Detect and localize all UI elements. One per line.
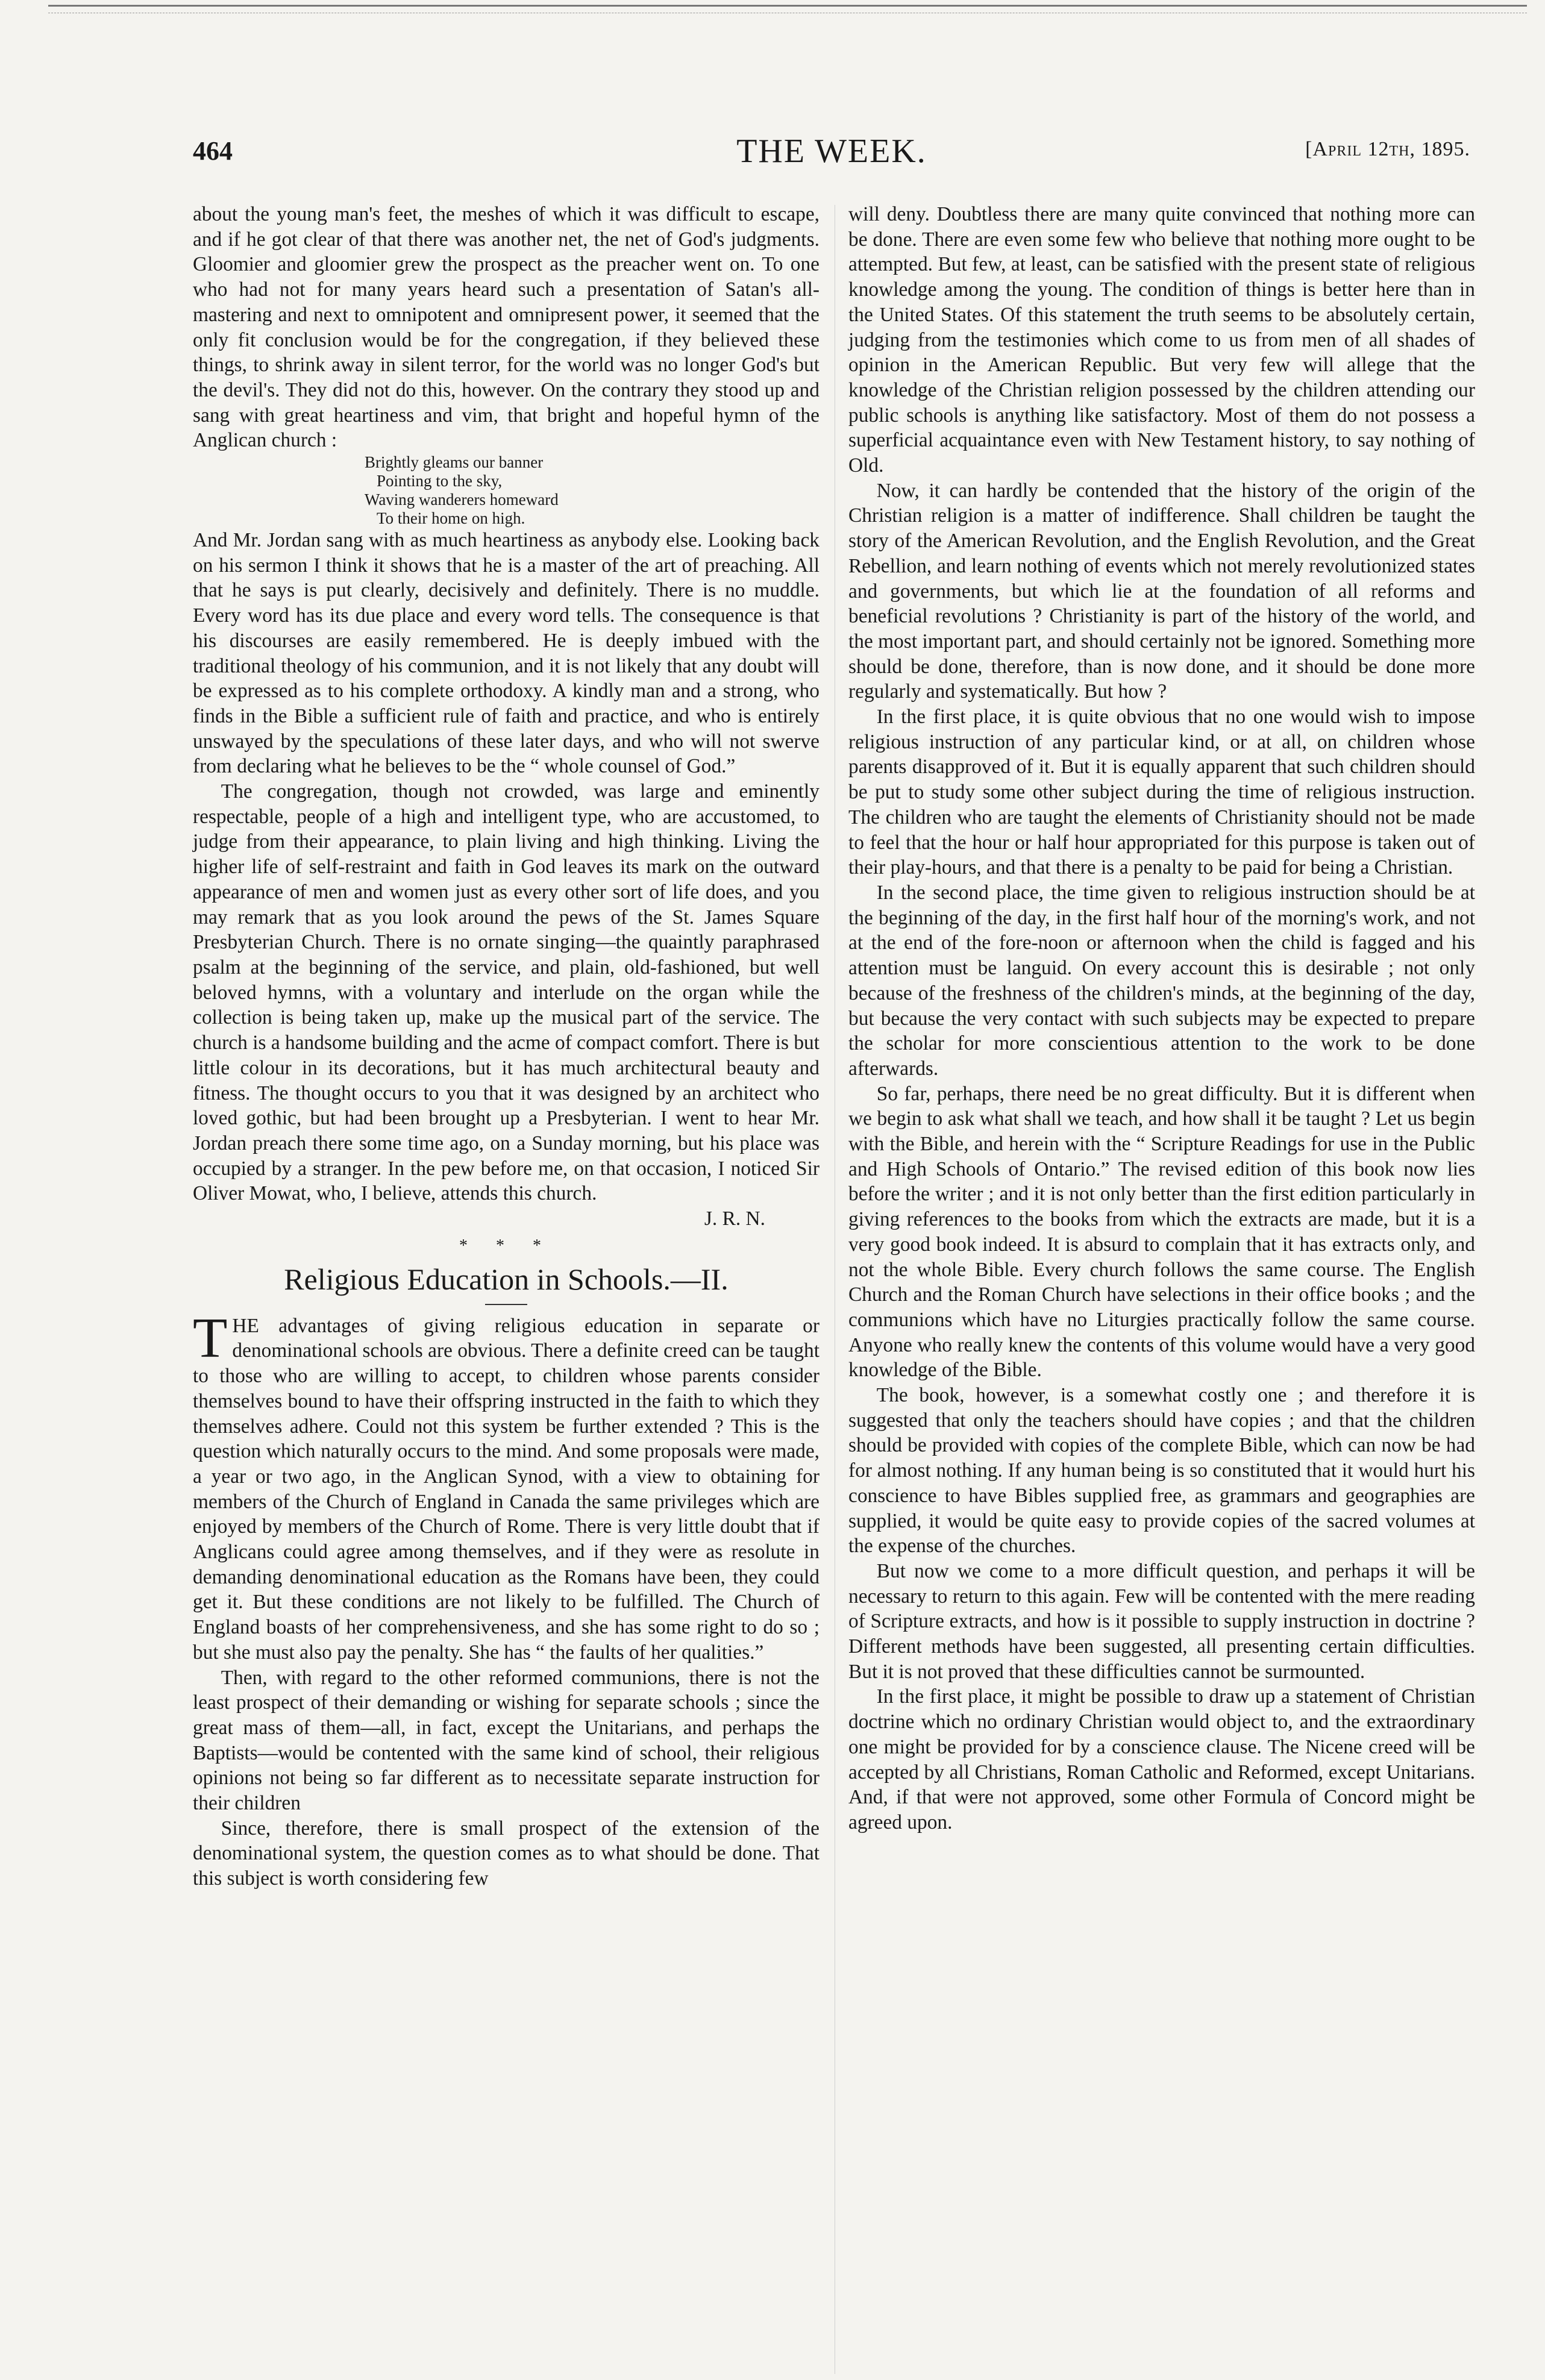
section-separator: * * * <box>459 1236 553 1255</box>
left-column <box>193 202 820 1891</box>
article-title: Religious Education in Schools.—II. <box>284 1262 729 1296</box>
paragraph: about the young man's feet, the meshes of which it was difficult to escape, and if he got clear of that there was another net, the net of God's judgments. Gloomier and gloomier grew the prospect as the preacher went on. To one who had not for many years heard such a presentation of Satan's all-mastering and next to omnipotent and omnipresent power, it seemed that the only fit conclusion would be for the congregation, if they believed these things, to shrink away in silent terror, for the world was no longer God's but the devil's. They did not do this, however. On the contrary they stood up and sang with great heartiness and vim, that bright and hopeful hymn of the Anglican church : <box>193 203 820 452</box>
verse-line: Waving wanderers homeward <box>365 490 559 509</box>
hymn-verse <box>193 453 820 528</box>
paragraph: Since, therefore, there is small prospect of the extension of the denominational system, the question comes as to what should be done. That this subject is worth considering few <box>193 1817 820 1890</box>
paragraph: In the first place, it might be possible to draw up a statement of Christian doctrine which no ordinary Christian would object to, and the extraordinary one might be provided for by a conscience clause. The Nicene creed will be accepted by all Christians, Roman Catholic and Reformed, except Unitarians. And, if that were not approved, some other Formula of Concord might be agreed upon. <box>848 1685 1475 1834</box>
page-header <box>193 133 1470 184</box>
paragraph: In the second place, the time given to religious instruction should be at the beginning of the day, in the first half hour of the morning's work, and not at the end of the fore-noon or afternoon when the child is fagged and his attention must be languid. On every account this is desirable ; not only because of the freshness of the children's minds, at the beginning of the day, but because the very contact with such subjects may be expected to prepare the scholar for more conscientious attention to the work to be done afterwards. <box>848 881 1475 1080</box>
masthead-title: THE WEEK. <box>736 133 927 170</box>
paragraph-text: HE advantages of giving religious education in separate or denominational schools are obvious. There a definite creed can be taught to those who are willing to accept, to children whose parents consider themselves bound to have their offspring instructed in the faith to which they themselves adhere. Could not this system be further extended ? This is the question which naturally occurs to the mind. And some proposals were made, a year or two ago, in the Anglican Synod, with a view to obtaining for members of the Church of England in Canada the same privileges which are enjoyed by members of the Church of Rome. There is very little doubt that if Anglicans could agree among themselves, and if they were as resolute in demanding denominational education as the Romans have been, they could get it. But these conditions are not likely to be fulfilled. The Church of England boasts of her comprehensiveness, and she has some right to do so ; but she must also pay the penalty. She has “ the faults of her qualities.” <box>193 1314 820 1664</box>
paragraph: The congregation, though not crowded, was large and eminently respectable, people of a high and intelligent type, who are accustomed, to judge from their appearance, to plain living and high thinking. Living the higher life of self-restraint and faith in God leaves its mark on the outward appearance of men and women just as every other sort of life does, and you may remark that as you look around the pews of the St. James Square Presbyterian Church. There is no ornate singing—the quaintly paraphrased psalm at the beginning of the service, and plain, old-fashioned, but well beloved hymns, with a voluntary and interlude on the organ while the collection is being taken up, make up the musical part of the service. The church is a handsome building and the acme of compact comfort. There is but little colour in its decorations, but it has much architectural beauty and fitness. The thought occurs to you that it was designed by an architect who loved gothic, but had been brought up a Presbyterian. I went to hear Mr. Jordan preach there some time ago, on a Sunday morning, but his place was occupied by a stranger. In the pew before me, on that occasion, I noticed Sir Oliver Mowat, who, I believe, attends this church. <box>193 780 820 1205</box>
verse-line: To their home on high. <box>377 509 525 528</box>
paragraph: will deny. Doubtless there are many quite convinced that nothing more can be done. There are even some few who believe that nothing more ought to be attempted. But few, at least, can be satisfied with the present state of religious knowledge among the young. The condition of things is better here than in the United States. Of this statement the truth seems to be absolutely certain, judging from the testimonies which come to us from men of all shades of opinion in the American Republic. But very few will allege that the knowledge of the Christian religion possessed by the children attending our public schools is anything like satisfactory. Most of them do not possess a superficial acquaintance even with New Testament history, to say nothing of Old. <box>848 203 1475 477</box>
paragraph: The book, however, is a somewhat costly one ; and therefore it is suggested that only the teachers should have copies ; and that the children should be provided with copies of the complete Bible, which can now be had for almost nothing. If any human being is so constituted that it would hurt his conscience to have Bibles supplied free, as grammars and geographies are supplied, it would be quite easy to provide copies of the sacred volumes at the expense of the churches. <box>848 1384 1475 1558</box>
issue-date: [April 12th, 1895. <box>1305 138 1470 160</box>
author-signature: J. R. N. <box>704 1207 765 1230</box>
verse-line: Pointing to the sky, <box>377 472 503 490</box>
paragraph: Now, it can hardly be contended that the history of the origin of the Christian religion is a matter of indifference. Shall children be taught the story of the American Revolution, and the English Revolution, and the Great Rebellion, and learn nothing of events which not merely revolutionized states and governments, but which lie at the foundation of all reforms and beneficial revolutions ? Christianity is part of the history of the world, and the most important part, and should certainly not be ignored. Something more should be done, therefore, than is now done, and it should be done more regularly and systematically. But how ? <box>848 479 1475 703</box>
verse-line: Brightly gleams our banner <box>365 453 544 472</box>
paragraph: Then, with regard to the other reformed communions, there is not the least prospect of their demanding or wishing for separate schools ; since the great mass of them—all, in fact, except the Unitarians, and perhaps the Baptists—would be contented with the same kind of school, their religious opinions not being so far different as to necessitate separate instruction for their children <box>193 1666 820 1815</box>
paragraph: So far, perhaps, there need be no great difficulty. But it is different when we begin to ask what shall we teach, and how shall it be taught ? Let us begin with the Bible, and herein with the “ Scripture Readings for use in the Public and High Schools of Ontario.” The revised edition of this book now lies before the writer ; and it is not only better than the first edition particularly in giving references to the books from which the extracts are made, but it is a very good book indeed. It is absurd to complain that it has extracts only, and not the whole Bible. Every church follows the same course. The English Church and the Roman Church have selections in their office books ; and the communions which have no Liturgies practically follow the same course. Anyone who really knew the contents of this volume would have a very good knowledge of the Bible. <box>848 1082 1475 1382</box>
drop-cap: T <box>193 1306 228 1370</box>
top-border <box>48 5 1527 13</box>
title-rule <box>485 1304 527 1305</box>
page-number: 464 <box>193 136 233 166</box>
paragraph: In the first place, it is quite obvious that no one would wish to impose religious instruction of any particular kind, or at all, on children whose parents disapproved of it. But it is equally apparent that such children should be put to study some other subject during the time of religious instruction. The children who are taught the elements of Christianity should not be made to feel that the hour or half hour appropriated for this purpose is taken out of their play-hours, and that there is a penalty to be paid for being a Christian. <box>848 706 1475 879</box>
paragraph <box>193 1306 820 1665</box>
right-column <box>848 202 1475 1835</box>
paragraph: And Mr. Jordan sang with as much heartiness as anybody else. Looking back on his sermon I think it shows that he is a master of the art of preaching. All that he says is put clearly, decisively and definitely. There is no muddle. Every word has its due place and every word tells. The consequence is that his discourses are easily remembered. He is deeply imbued with the traditional theology of his communion, and it is not likely that any doubt will be expressed as to his complete orthodoxy. A kindly man and a strong, who finds in the Bible a sufficient rule of faith and practice, and who is entirely unswayed by the speculations of these later days, and who will not swerve from declaring what he believes to be the “ whole counsel of God.” <box>193 529 820 778</box>
paragraph: But now we come to a more difficult question, and perhaps it will be necessary to return to this again. Few will be contented with the mere reading of Scripture extracts, and how is it possible to supply instruction in doctrine ? Different methods have been suggested, all presenting certain difficulties. But it is not proved that these difficulties cannot be surmounted. <box>848 1559 1475 1683</box>
